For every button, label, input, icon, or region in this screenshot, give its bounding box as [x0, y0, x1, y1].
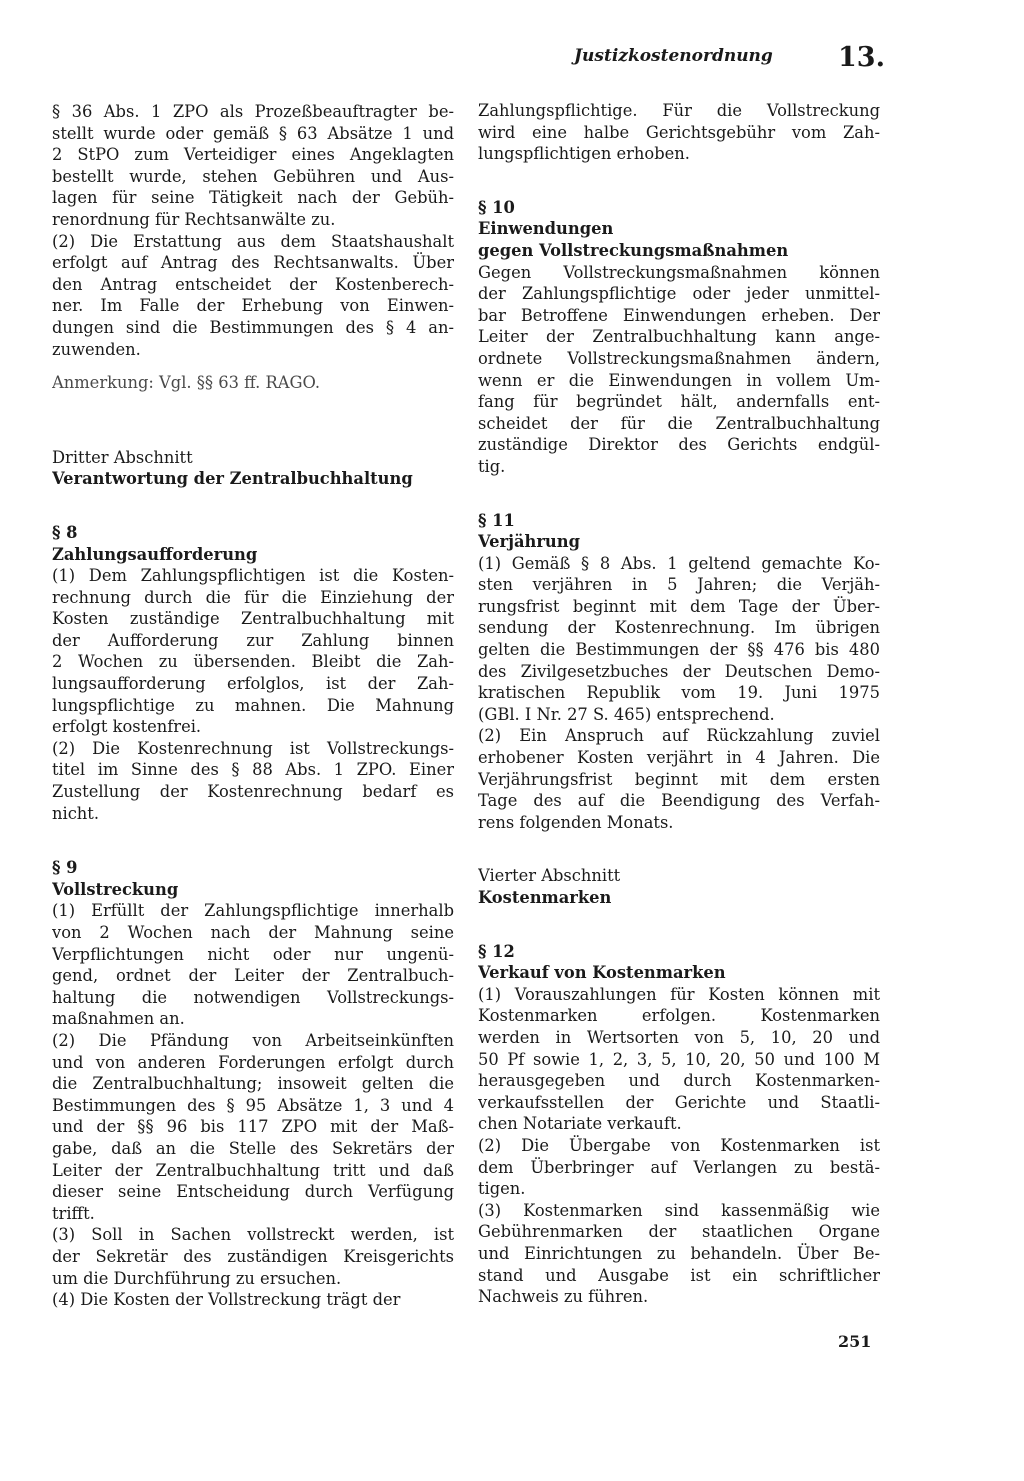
- section-8-number: § 8: [52, 522, 78, 542]
- annotation-note: Anmerkung: Vgl. §§ 63 ff. RAGO.: [52, 373, 321, 393]
- text-line: werden in Wertsorten von 5, 10, 20 und: [478, 1027, 880, 1047]
- text-line: lungspflichtige zu mahnen. Die Mahnung: [52, 695, 454, 715]
- text-line: (2) Die Kostenrechnung ist Vollstreckungs-: [52, 738, 454, 758]
- continuation-text: [52, 101, 454, 360]
- text-line: rens folgenden Monats.: [478, 812, 674, 832]
- text-line: haltung die notwendigen Vollstreckungs-: [52, 987, 454, 1007]
- text-line: erfolgt kostenfrei.: [52, 717, 202, 737]
- text-line: des Zivilgesetzbuches der Deutschen Demo-: [478, 661, 880, 681]
- text-line: Zahlungspflichtige. Für die Vollstreckung: [478, 101, 880, 120]
- text-line: (GBl. I Nr. 27 S. 465) entsprechend.: [478, 704, 775, 724]
- text-line: (2) Die Übergabe von Kostenmarken ist: [478, 1135, 880, 1155]
- continuation-text: [478, 100, 880, 165]
- text-line: trifft.: [52, 1203, 95, 1223]
- text-line: Kostenmarken erfolgen. Kostenmarken: [478, 1006, 880, 1026]
- text-line: kratischen Republik vom 19. Juni 1975: [478, 683, 880, 703]
- text-line: zuständige Direktor des Gerichts endgül-: [478, 435, 880, 455]
- text-line: erfolgt auf Antrag des Rechtsanwalts. Über: [52, 253, 454, 273]
- text-line: gelten die Bestimmungen der §§ 476 bis 480: [478, 640, 880, 660]
- text-line: erhobener Kosten verjährt in 4 Jahren. Die: [478, 748, 880, 768]
- text-line: (2) Die Erstattung aus dem Staatshaushalt: [52, 231, 454, 251]
- text-line: tigen.: [478, 1179, 526, 1199]
- text-line: ordnete Vollstreckungsmaßnahmen ändern,: [478, 348, 880, 368]
- text-line: fang für begründet hält, andernfalls ent-: [478, 392, 880, 412]
- text-line: stellt wurde oder gemäß § 63 Absätze 1 und: [52, 123, 454, 143]
- text-line: (2) Die Pfändung von Arbeitseinkünften: [52, 1030, 454, 1050]
- section-9-text: [52, 900, 454, 1310]
- text-line: maßnahmen an.: [52, 1009, 185, 1029]
- text-line: 50 Pf sowie 1, 2, 3, 5, 10, 20, 50 und 100 M: [478, 1049, 880, 1069]
- text-line: (3) Kostenmarken sind kassenmäßig wie: [478, 1200, 880, 1220]
- text-line: (1) Dem Zahlungspflichtigen ist die Kosten-: [52, 566, 454, 586]
- part-title: Verantwortung der Zentralbuchhaltung: [52, 469, 413, 489]
- text-line: Gegen Vollstreckungsmaßnahmen können: [478, 262, 880, 282]
- text-line: 2 Wochen zu übersenden. Bleibt die Zah-: [52, 652, 454, 672]
- text-line: wird eine halbe Gerichtsgebühr vom Zah-: [478, 122, 880, 142]
- text-line: Nachweis zu führen.: [478, 1287, 649, 1307]
- text-line: § 36 Abs. 1 ZPO als Prozeßbeauftragter be-: [52, 102, 454, 121]
- right-column: [478, 100, 880, 1308]
- text-line: Leiter der Zentralbuchhaltung tritt und daß: [52, 1160, 454, 1180]
- text-line: 2 StPO zum Verteidiger eines Angeklagten: [52, 145, 454, 165]
- section-12-number: § 12: [478, 941, 515, 961]
- section-12-title: Verkauf von Kostenmarken: [478, 963, 726, 983]
- text-line: Zustellung der Kostenrechnung bedarf es: [52, 782, 454, 802]
- section-10-subtitle: gegen Vollstreckungsmaßnahmen: [478, 240, 789, 260]
- section-10-title: Einwendungen: [478, 219, 614, 239]
- text-line: Verpflichtungen nicht oder nur ungenü-: [52, 944, 454, 964]
- text-line: bestellt wurde, stehen Gebühren und Aus-: [52, 166, 454, 186]
- section-9-number: § 9: [52, 858, 78, 878]
- part-label: Dritter Abschnitt: [52, 447, 193, 467]
- text-line: und von anderen Forderungen erfolgt durch: [52, 1052, 454, 1072]
- text-line: dem Überbringer auf Verlangen zu bestä-: [478, 1157, 880, 1177]
- section-11-number: § 11: [478, 510, 515, 530]
- text-line: Tage des auf die Beendigung des Verfah-: [478, 791, 880, 811]
- section-8-title: Zahlungsaufforderung: [52, 544, 258, 564]
- text-line: der Zahlungspflichtige oder jeder unmittel-: [478, 284, 880, 304]
- text-line: (4) Die Kosten der Vollstreckung trägt der: [52, 1290, 401, 1310]
- text-line: den Antrag entscheidet der Kostenberech-: [52, 274, 454, 294]
- text-line: chen Notariate verkauft.: [478, 1114, 682, 1134]
- text-line: (3) Soll in Sachen vollstreckt werden, ist: [52, 1225, 454, 1245]
- text-line: dieser seine Entscheidung durch Verfügung: [52, 1182, 454, 1202]
- text-line: verkaufsstellen der Gerichte und Staatli-: [478, 1092, 880, 1112]
- text-line: herausgegeben und durch Kostenmarken-: [478, 1071, 880, 1091]
- section-11-title: Verjährung: [478, 532, 580, 552]
- text-line: Bestimmungen des § 95 Absätze 1, 3 und 4: [52, 1095, 454, 1115]
- chapter-number: 13.: [838, 42, 885, 73]
- page-number: 251: [838, 1332, 872, 1351]
- section-8-text: [52, 565, 454, 824]
- section-9-title: Vollstreckung: [52, 879, 179, 899]
- text-line: tig.: [478, 456, 506, 476]
- text-line: und der §§ 96 bis 117 ZPO mit der Maß-: [52, 1117, 454, 1137]
- left-column: [52, 101, 454, 1311]
- text-line: nicht.: [52, 803, 100, 823]
- text-line: lungspflichtigen erhoben.: [478, 144, 690, 164]
- text-line: (1) Gemäß § 8 Abs. 1 geltend gemachte Ko-: [478, 553, 880, 573]
- text-line: wenn er die Einwendungen in vollem Um-: [478, 370, 880, 390]
- text-line: Leiter der Zentralbuchhaltung kann ange-: [478, 327, 880, 347]
- text-line: sten verjähren in 5 Jahren; die Verjäh-: [478, 575, 880, 595]
- text-line: Verjährungsfrist beginnt mit dem ersten: [478, 769, 880, 789]
- text-line: (2) Ein Anspruch auf Rückzahlung zuviel: [478, 726, 880, 746]
- text-line: die Zentralbuchhaltung; insoweit gelten die: [52, 1074, 454, 1094]
- text-line: rungsfrist beginnt mit dem Tage der Über-: [478, 596, 880, 616]
- running-title: Justizkostenordnung: [574, 46, 773, 66]
- text-line: bar Betroffene Einwendungen erheben. Der: [478, 305, 880, 325]
- text-line: und Einrichtungen zu behandeln. Über Be-: [478, 1243, 880, 1263]
- section-10-text: [478, 262, 880, 478]
- text-line: lagen für seine Tätigkeit nach der Gebüh-: [52, 188, 454, 208]
- text-line: rechnung durch die für die Einziehung der: [52, 587, 454, 607]
- section-10-number: § 10: [478, 197, 515, 217]
- text-line: um die Durchführung zu ersuchen.: [52, 1268, 342, 1288]
- text-line: sendung der Kostenrechnung. Im übrigen: [478, 618, 880, 638]
- text-line: stand und Ausgabe ist ein schriftlicher: [478, 1265, 880, 1285]
- text-line: Gebührenmarken der staatlichen Organe: [478, 1222, 880, 1242]
- text-line: Kosten zuständige Zentralbuchhaltung mit: [52, 609, 454, 629]
- text-line: gend, ordnet der Leiter der Zentralbuch-: [52, 966, 454, 986]
- text-line: von 2 Wochen nach der Mahnung seine: [52, 923, 454, 942]
- text-line: der Aufforderung zur Zahlung binnen: [52, 630, 454, 650]
- section-11-text: [478, 553, 880, 834]
- text-line: (1) Vorauszahlungen für Kosten können mit: [478, 984, 880, 1004]
- text-line: scheidet der für die Zentralbuchhaltung: [478, 413, 880, 433]
- text-line: der Sekretär des zuständigen Kreisgerichts: [52, 1246, 454, 1266]
- text-line: zuwenden.: [52, 339, 141, 359]
- text-line: gabe, daß an die Stelle des Sekretärs der: [52, 1138, 454, 1158]
- part-title: Kostenmarken: [478, 888, 612, 907]
- text-line: (1) Erfüllt der Zahlungspflichtige innerhalb: [52, 901, 454, 921]
- text-line: dungen sind die Bestimmungen des § 4 an-: [52, 317, 454, 337]
- section-12-text: [478, 984, 880, 1308]
- text-line: ner. Im Falle der Erhebung von Einwen-: [52, 296, 454, 316]
- text-line: renordnung für Rechtsanwälte zu.: [52, 209, 336, 229]
- text-line: titel im Sinne des § 88 Abs. 1 ZPO. Einer: [52, 760, 454, 780]
- part-label: Vierter Abschnitt: [478, 866, 621, 886]
- text-line: lungsaufforderung erfolglos, ist der Zah-: [52, 674, 454, 694]
